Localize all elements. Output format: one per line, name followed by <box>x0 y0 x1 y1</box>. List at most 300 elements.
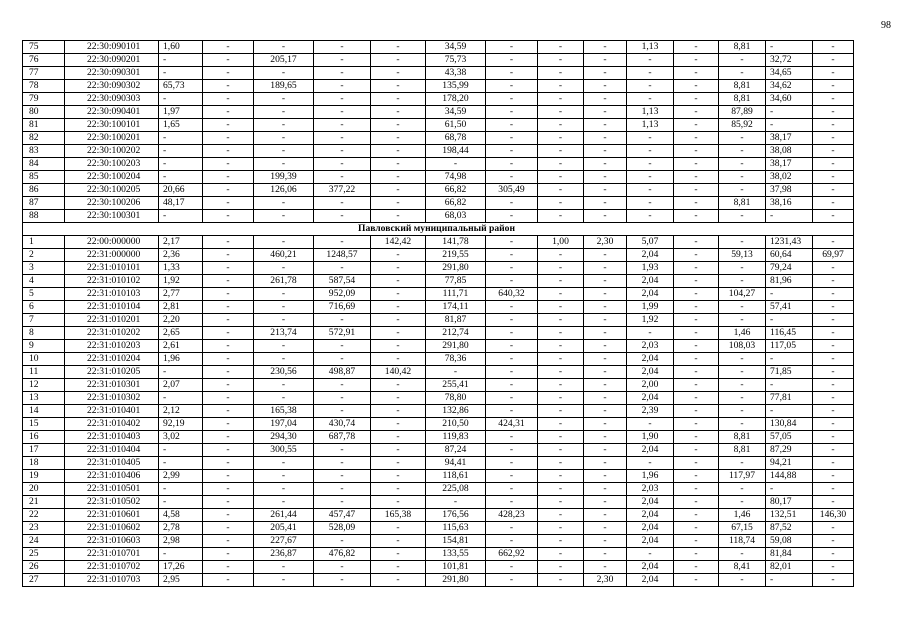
value-cell: - <box>719 184 766 197</box>
value-cell: - <box>766 483 813 496</box>
value-cell: - <box>314 41 371 54</box>
table-row <box>23 327 854 340</box>
value-cell: - <box>813 184 854 197</box>
value-cell: 1,33 <box>159 262 203 275</box>
value-cell: - <box>538 80 584 93</box>
value-cell: 2,95 <box>159 574 203 587</box>
value-cell: 108,03 <box>719 340 766 353</box>
value-cell: 1,97 <box>159 106 203 119</box>
value-cell: - <box>584 184 627 197</box>
value-cell: - <box>371 262 426 275</box>
value-cell: 165,38 <box>254 405 314 418</box>
value-cell: 377,22 <box>314 184 371 197</box>
value-cell: - <box>486 41 538 54</box>
value-cell: - <box>584 288 627 301</box>
value-cell: - <box>371 54 426 67</box>
value-cell: - <box>584 327 627 340</box>
value-cell: - <box>538 327 584 340</box>
value-cell: 1,13 <box>627 119 674 132</box>
value-cell: - <box>584 314 627 327</box>
value-cell: - <box>674 171 719 184</box>
cadastral-code-cell: 22:31:010601 <box>65 509 159 522</box>
value-cell: - <box>314 54 371 67</box>
table-row <box>23 431 854 444</box>
value-cell: 1,90 <box>627 431 674 444</box>
value-cell: - <box>813 145 854 158</box>
value-cell: - <box>538 496 584 509</box>
value-cell: - <box>486 67 538 80</box>
value-cell: - <box>486 210 538 223</box>
value-cell: - <box>314 392 371 405</box>
value-cell: - <box>203 561 254 574</box>
value-cell: - <box>203 379 254 392</box>
value-cell: - <box>203 106 254 119</box>
value-cell: - <box>813 483 854 496</box>
value-cell: - <box>719 67 766 80</box>
value-cell: - <box>538 262 584 275</box>
value-cell: - <box>486 379 538 392</box>
row-number-cell: 27 <box>23 574 65 587</box>
row-number-cell: 15 <box>23 418 65 431</box>
value-cell: - <box>203 457 254 470</box>
value-cell: - <box>371 522 426 535</box>
value-cell: - <box>314 379 371 392</box>
value-cell: - <box>486 457 538 470</box>
value-cell: - <box>813 171 854 184</box>
value-cell: 57,41 <box>766 301 813 314</box>
cadastral-code-cell: 22:30:100206 <box>65 197 159 210</box>
value-cell: - <box>674 522 719 535</box>
value-cell: - <box>538 197 584 210</box>
value-cell: 199,39 <box>254 171 314 184</box>
value-cell: - <box>719 496 766 509</box>
cadastral-code-cell: 22:31:010404 <box>65 444 159 457</box>
row-number-cell: 12 <box>23 379 65 392</box>
value-cell: - <box>159 444 203 457</box>
value-cell: - <box>203 548 254 561</box>
value-cell: - <box>371 301 426 314</box>
section-title: Павловский муниципальный район <box>23 223 854 236</box>
row-number-cell: 6 <box>23 301 65 314</box>
value-cell: - <box>203 431 254 444</box>
value-cell: 212,74 <box>426 327 486 340</box>
value-cell: 66,82 <box>426 184 486 197</box>
value-cell: 2,04 <box>627 366 674 379</box>
value-cell: 1,99 <box>627 301 674 314</box>
value-cell: - <box>314 405 371 418</box>
cadastral-code-cell: 22:31:010201 <box>65 314 159 327</box>
value-cell: - <box>538 41 584 54</box>
value-cell: - <box>813 197 854 210</box>
row-number-cell: 75 <box>23 41 65 54</box>
row-number-cell: 4 <box>23 275 65 288</box>
value-cell: 2,04 <box>627 509 674 522</box>
value-cell: - <box>203 249 254 262</box>
value-cell: - <box>314 132 371 145</box>
value-cell: - <box>254 483 314 496</box>
value-cell: - <box>584 431 627 444</box>
row-number-cell: 17 <box>23 444 65 457</box>
cadastral-code-cell: 22:31:010701 <box>65 548 159 561</box>
value-cell: 8,81 <box>719 41 766 54</box>
value-cell: - <box>674 366 719 379</box>
value-cell: - <box>674 392 719 405</box>
value-cell: 498,87 <box>314 366 371 379</box>
value-cell: 1,96 <box>627 470 674 483</box>
value-cell: 81,84 <box>766 548 813 561</box>
value-cell: 68,78 <box>426 132 486 145</box>
value-cell: - <box>538 444 584 457</box>
value-cell: 291,80 <box>426 574 486 587</box>
value-cell: - <box>314 197 371 210</box>
row-number-cell: 77 <box>23 67 65 80</box>
value-cell: - <box>371 145 426 158</box>
value-cell: - <box>627 457 674 470</box>
value-cell: - <box>538 574 584 587</box>
value-cell: - <box>813 418 854 431</box>
value-cell: - <box>486 366 538 379</box>
value-cell: 1,13 <box>627 106 674 119</box>
value-cell: - <box>719 405 766 418</box>
value-cell: - <box>674 509 719 522</box>
value-cell: - <box>766 119 813 132</box>
cadastral-code-cell: 22:00:000000 <box>65 236 159 249</box>
value-cell: - <box>203 392 254 405</box>
value-cell: - <box>159 366 203 379</box>
value-cell: - <box>486 249 538 262</box>
value-cell: 104,27 <box>719 288 766 301</box>
value-cell: 227,67 <box>254 535 314 548</box>
value-cell: - <box>203 509 254 522</box>
value-cell: - <box>674 431 719 444</box>
value-cell: 77,81 <box>766 392 813 405</box>
cadastral-code-cell: 22:31:010301 <box>65 379 159 392</box>
value-cell: - <box>719 132 766 145</box>
value-cell: 291,80 <box>426 340 486 353</box>
value-cell: 118,61 <box>426 470 486 483</box>
value-cell: 2,04 <box>627 444 674 457</box>
value-cell: - <box>371 470 426 483</box>
value-cell: - <box>486 119 538 132</box>
value-cell: - <box>371 496 426 509</box>
value-cell: - <box>159 145 203 158</box>
value-cell: - <box>371 314 426 327</box>
value-cell: 144,88 <box>766 470 813 483</box>
value-cell: 34,62 <box>766 80 813 93</box>
value-cell: - <box>627 327 674 340</box>
value-cell: 132,51 <box>766 509 813 522</box>
cadastral-code-cell: 22:30:090201 <box>65 54 159 67</box>
value-cell: - <box>719 171 766 184</box>
value-cell: - <box>538 314 584 327</box>
value-cell: - <box>813 54 854 67</box>
value-cell: - <box>584 106 627 119</box>
value-cell: - <box>674 54 719 67</box>
value-cell: 111,71 <box>426 288 486 301</box>
value-cell: - <box>813 119 854 132</box>
value-cell: - <box>584 470 627 483</box>
value-cell: 57,05 <box>766 431 813 444</box>
value-cell: - <box>538 275 584 288</box>
value-cell: 1,60 <box>159 41 203 54</box>
value-cell: 213,74 <box>254 327 314 340</box>
value-cell: - <box>813 496 854 509</box>
value-cell: - <box>203 67 254 80</box>
value-cell: - <box>314 80 371 93</box>
table-row <box>23 457 854 470</box>
value-cell: - <box>486 54 538 67</box>
cadastral-code-cell: 22:31:010703 <box>65 574 159 587</box>
value-cell: - <box>538 249 584 262</box>
row-number-cell: 23 <box>23 522 65 535</box>
value-cell: - <box>674 444 719 457</box>
value-cell: - <box>254 119 314 132</box>
value-cell: - <box>813 132 854 145</box>
value-cell: 43,38 <box>426 67 486 80</box>
value-cell: 2,00 <box>627 379 674 392</box>
row-number-cell: 26 <box>23 561 65 574</box>
value-cell: 8,81 <box>719 431 766 444</box>
value-cell: - <box>766 353 813 366</box>
value-cell: 2,04 <box>627 574 674 587</box>
value-cell: 176,56 <box>426 509 486 522</box>
value-cell: - <box>719 301 766 314</box>
value-cell: 2,04 <box>627 496 674 509</box>
value-cell: - <box>371 106 426 119</box>
value-cell: 210,50 <box>426 418 486 431</box>
table-row <box>23 483 854 496</box>
table-row <box>23 119 854 132</box>
value-cell: - <box>371 574 426 587</box>
value-cell: - <box>627 93 674 106</box>
value-cell: - <box>159 483 203 496</box>
table-row <box>23 249 854 262</box>
value-cell: 132,86 <box>426 405 486 418</box>
value-cell: - <box>719 210 766 223</box>
value-cell: - <box>371 444 426 457</box>
table-row <box>23 54 854 67</box>
value-cell: 38,17 <box>766 158 813 171</box>
value-cell: - <box>254 353 314 366</box>
cadastral-code-cell: 22:31:010103 <box>65 288 159 301</box>
value-cell: - <box>538 522 584 535</box>
value-cell: 67,15 <box>719 522 766 535</box>
cadastral-code-cell: 22:30:090303 <box>65 93 159 106</box>
row-number-cell: 85 <box>23 171 65 184</box>
value-cell: 457,47 <box>314 509 371 522</box>
table-row <box>23 444 854 457</box>
value-cell: 261,78 <box>254 275 314 288</box>
value-cell: 79,24 <box>766 262 813 275</box>
value-cell: - <box>314 106 371 119</box>
value-cell: - <box>314 535 371 548</box>
value-cell: 205,41 <box>254 522 314 535</box>
value-cell: 2,36 <box>159 249 203 262</box>
value-cell: 8,81 <box>719 93 766 106</box>
cadastral-code-cell: 22:31:010406 <box>65 470 159 483</box>
value-cell: - <box>159 67 203 80</box>
value-cell: 430,74 <box>314 418 371 431</box>
value-cell: - <box>538 509 584 522</box>
value-cell: 141,78 <box>426 236 486 249</box>
value-cell: - <box>538 366 584 379</box>
value-cell: 133,55 <box>426 548 486 561</box>
value-cell: - <box>584 340 627 353</box>
value-cell: - <box>371 353 426 366</box>
value-cell: - <box>813 353 854 366</box>
value-cell: - <box>486 444 538 457</box>
value-cell: - <box>203 340 254 353</box>
value-cell: - <box>538 132 584 145</box>
table-row <box>23 197 854 210</box>
value-cell: - <box>254 262 314 275</box>
value-cell: - <box>813 340 854 353</box>
value-cell: - <box>486 132 538 145</box>
value-cell: 87,89 <box>719 106 766 119</box>
value-cell: - <box>254 314 314 327</box>
value-cell: - <box>314 353 371 366</box>
value-cell: 460,21 <box>254 249 314 262</box>
value-cell: - <box>314 470 371 483</box>
value-cell: - <box>203 483 254 496</box>
value-cell: - <box>674 496 719 509</box>
value-cell: - <box>486 431 538 444</box>
value-cell: - <box>584 457 627 470</box>
value-cell: 2,99 <box>159 470 203 483</box>
value-cell: 154,81 <box>426 535 486 548</box>
value-cell: - <box>203 366 254 379</box>
value-cell: - <box>254 574 314 587</box>
value-cell: - <box>674 249 719 262</box>
value-cell: - <box>314 210 371 223</box>
value-cell: - <box>538 106 584 119</box>
value-cell: - <box>719 158 766 171</box>
value-cell: - <box>538 483 584 496</box>
value-cell: 165,38 <box>371 509 426 522</box>
table-row <box>23 574 854 587</box>
value-cell: - <box>719 379 766 392</box>
value-cell: 225,08 <box>426 483 486 496</box>
value-cell: - <box>203 353 254 366</box>
value-cell: 38,16 <box>766 197 813 210</box>
value-cell: - <box>584 366 627 379</box>
value-cell: 300,55 <box>254 444 314 457</box>
row-number-cell: 83 <box>23 145 65 158</box>
value-cell: 37,98 <box>766 184 813 197</box>
value-cell: - <box>674 132 719 145</box>
value-cell: - <box>584 392 627 405</box>
cadastral-code-cell: 22:31:010401 <box>65 405 159 418</box>
value-cell: - <box>203 288 254 301</box>
value-cell: 94,41 <box>426 457 486 470</box>
value-cell: 3,02 <box>159 431 203 444</box>
value-cell: 34,59 <box>426 106 486 119</box>
value-cell: - <box>674 353 719 366</box>
value-cell: - <box>674 405 719 418</box>
row-number-cell: 16 <box>23 431 65 444</box>
value-cell: 48,17 <box>159 197 203 210</box>
value-cell: - <box>203 574 254 587</box>
value-cell: 8,81 <box>719 197 766 210</box>
table-row <box>23 80 854 93</box>
value-cell: - <box>314 171 371 184</box>
value-cell: - <box>159 496 203 509</box>
value-cell: 2,30 <box>584 236 627 249</box>
value-cell: 66,82 <box>426 197 486 210</box>
cadastral-code-cell: 22:31:000000 <box>65 249 159 262</box>
value-cell: 60,64 <box>766 249 813 262</box>
value-cell: 2,77 <box>159 288 203 301</box>
value-cell: - <box>719 574 766 587</box>
row-number-cell: 21 <box>23 496 65 509</box>
cadastral-code-cell: 22:31:010602 <box>65 522 159 535</box>
value-cell: - <box>254 301 314 314</box>
value-cell: - <box>254 392 314 405</box>
value-cell: - <box>813 470 854 483</box>
value-cell: - <box>538 392 584 405</box>
value-cell: - <box>314 561 371 574</box>
value-cell: - <box>584 80 627 93</box>
table-row <box>23 561 854 574</box>
value-cell: - <box>371 561 426 574</box>
value-cell: - <box>486 197 538 210</box>
value-cell: 92,19 <box>159 418 203 431</box>
value-cell: - <box>314 158 371 171</box>
value-cell: 135,99 <box>426 80 486 93</box>
value-cell: 68,03 <box>426 210 486 223</box>
value-cell: - <box>314 93 371 106</box>
value-cell: - <box>719 483 766 496</box>
cadastral-code-cell: 22:30:090301 <box>65 67 159 80</box>
value-cell: 2,03 <box>627 483 674 496</box>
value-cell: - <box>486 392 538 405</box>
value-cell: - <box>766 379 813 392</box>
value-cell: - <box>486 145 538 158</box>
value-cell: 261,44 <box>254 509 314 522</box>
value-cell: - <box>203 41 254 54</box>
value-cell: - <box>314 314 371 327</box>
value-cell: - <box>719 418 766 431</box>
value-cell: 71,85 <box>766 366 813 379</box>
value-cell: - <box>159 392 203 405</box>
value-cell: - <box>371 457 426 470</box>
value-cell: - <box>674 106 719 119</box>
value-cell: 528,09 <box>314 522 371 535</box>
value-cell: 38,02 <box>766 171 813 184</box>
value-cell: - <box>538 184 584 197</box>
value-cell: - <box>486 158 538 171</box>
value-cell: - <box>674 574 719 587</box>
value-cell: - <box>426 158 486 171</box>
value-cell: - <box>674 93 719 106</box>
value-cell: - <box>159 210 203 223</box>
value-cell: 5,07 <box>627 236 674 249</box>
value-cell: 74,98 <box>426 171 486 184</box>
value-cell: - <box>486 314 538 327</box>
value-cell: - <box>584 54 627 67</box>
value-cell: 197,04 <box>254 418 314 431</box>
value-cell: - <box>674 470 719 483</box>
value-cell: - <box>203 327 254 340</box>
cadastral-code-cell: 22:31:010205 <box>65 366 159 379</box>
section-row <box>23 223 854 236</box>
value-cell: 2,04 <box>627 249 674 262</box>
table-row <box>23 470 854 483</box>
value-cell: - <box>486 327 538 340</box>
value-cell: 4,58 <box>159 509 203 522</box>
cadastral-code-cell: 22:30:090302 <box>65 80 159 93</box>
value-cell: 34,60 <box>766 93 813 106</box>
